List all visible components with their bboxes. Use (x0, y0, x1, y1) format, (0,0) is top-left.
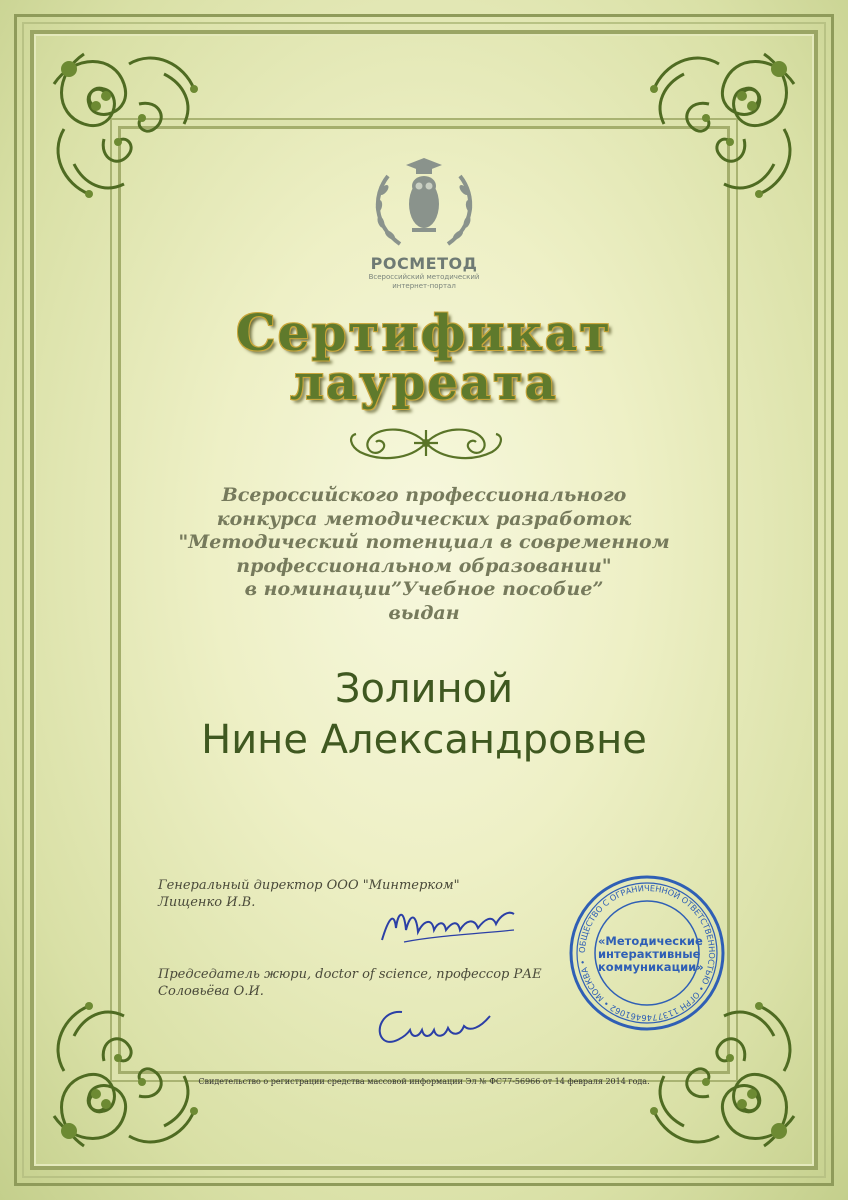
chair-signature-icon (372, 1002, 502, 1048)
stamp-line: коммуникации» (598, 960, 704, 974)
stamp-line: «Методические (598, 934, 703, 948)
award-description (120, 484, 728, 625)
ornament-corner-top-right (634, 44, 804, 214)
stamp-line: интерактивные (598, 947, 701, 961)
registration-footer: Свидетельство о регистрации средства массовой информации Эл № ФС77-56966 от 14 февраля 2014 года. (198, 1077, 650, 1086)
chair-title: Председатель жюри, doctor of science, профессор РАЕ (158, 967, 542, 982)
owl-laurel-emblem-icon (364, 152, 484, 256)
description-line: выдан (388, 601, 460, 624)
certificate-title-line1: Сертификат (235, 303, 613, 362)
description-line: конкурса методических разработок (216, 507, 632, 530)
recipient-name: Нине Александровне (201, 717, 647, 763)
chair-signatory (158, 966, 542, 1000)
ornament-corner-bottom-left (44, 986, 214, 1156)
director-name: Лищенко И.В. (158, 895, 256, 910)
director-signature-icon (374, 900, 524, 950)
description-line: профессиональном образовании" (236, 554, 612, 577)
description-line: Всероссийского профессионального (221, 484, 627, 506)
logo-name: РОСМЕТОД (370, 254, 478, 273)
chair-name: Соловьёва О.И. (158, 984, 264, 999)
ornament-corner-top-left (44, 44, 214, 214)
description-line: "Методический потенциал в современном (178, 531, 670, 553)
rosmetod-logo (358, 152, 490, 302)
recipient-surname: Золиной (334, 666, 514, 712)
director-title: Генеральный директор ООО "Минтерком" (158, 878, 460, 893)
stamp-ring-text: ОБЩЕСТВО С ОГРАНИЧЕННОЙ ОТВЕТСТВЕННОСТЬЮ • ОГРН 1137746461062 • МОСКВА • (576, 882, 718, 1024)
description-line: в номинации”Учебное пособие” (244, 578, 604, 600)
logo-subtitle-line2: интернет-портал (392, 282, 456, 290)
logo-subtitle-line1: Всероссийский методический (368, 273, 480, 281)
certificate-title-line2: лауреата (290, 355, 558, 411)
flourish-divider-icon (340, 418, 512, 468)
stamp-center-text (598, 934, 704, 974)
